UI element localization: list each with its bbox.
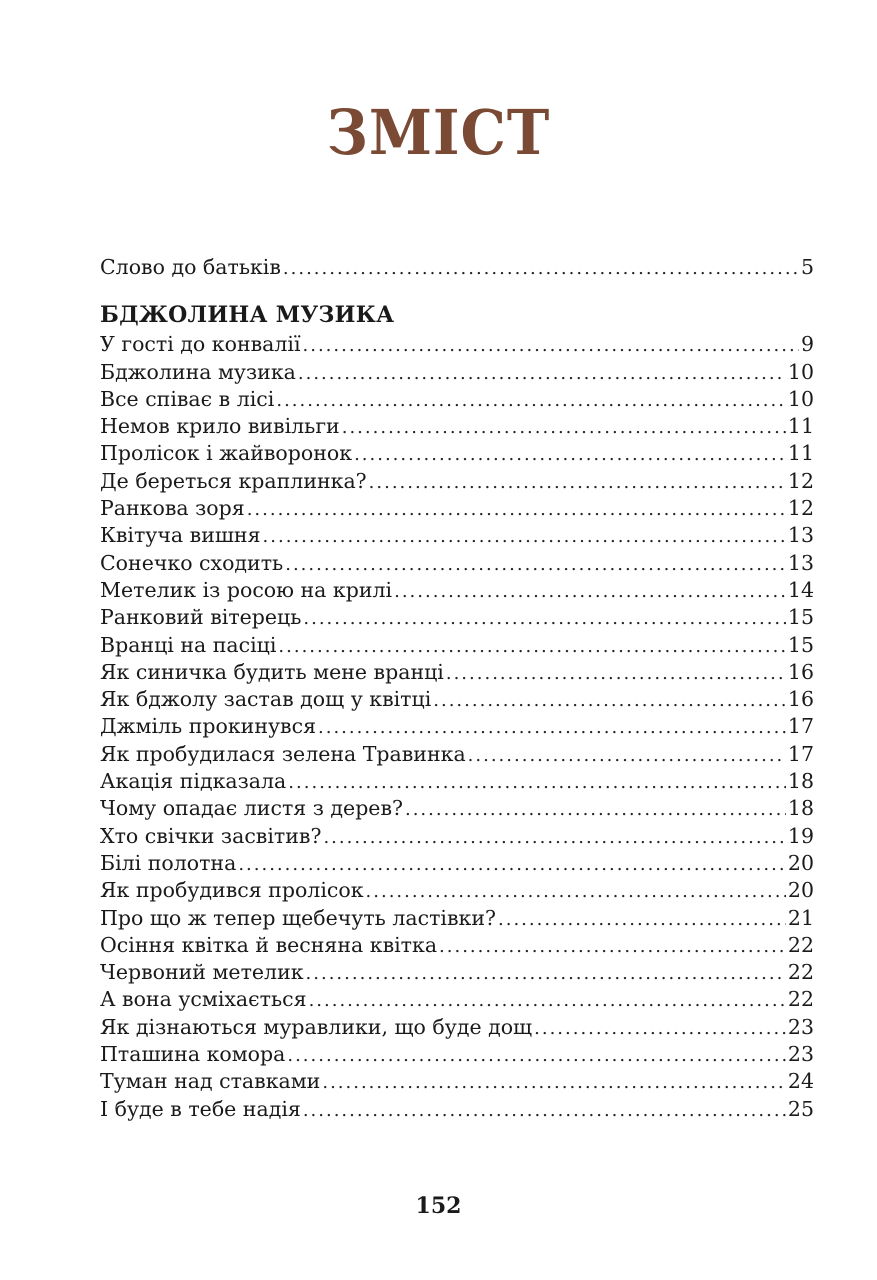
toc-entry-page: 10 — [787, 359, 814, 384]
toc-entry-page: 17 — [787, 714, 814, 739]
toc-entry[interactable] — [100, 660, 814, 687]
toc-entry-intro[interactable] — [100, 255, 814, 282]
toc-entry-label: Як синичка будить мене вранці — [100, 659, 444, 684]
dot-leader — [498, 909, 786, 930]
toc-entry-page: 5 — [800, 255, 814, 279]
dot-leader — [433, 690, 786, 711]
toc-entry-label: Джміль прокинувся — [100, 714, 317, 739]
toc-entry[interactable] — [100, 1069, 814, 1096]
toc-entry-label: Пролісок і жайворонок — [100, 441, 353, 466]
toc-entry-label: І буде в тебе надія — [100, 1096, 301, 1121]
toc-entry-page: 21 — [787, 905, 814, 930]
toc-entry-page: 13 — [787, 523, 814, 548]
dot-leader — [318, 717, 786, 738]
toc-entry[interactable] — [100, 960, 814, 987]
dot-leader — [446, 663, 786, 684]
toc-entry-label: Осіння квітка й весняна квітка — [100, 932, 438, 957]
toc-entry[interactable] — [100, 906, 814, 933]
toc-entry-page: 22 — [787, 932, 814, 957]
toc-entry-label: Як бджолу застав дощ у квітці — [100, 687, 432, 712]
toc-entry-label: Бджолина музика — [100, 359, 296, 384]
toc-entry[interactable] — [100, 551, 814, 578]
toc-entry-label: Білі полотна — [100, 850, 237, 875]
dot-leader — [276, 390, 786, 411]
dot-leader — [247, 499, 786, 520]
toc-entry-page: 12 — [787, 496, 814, 521]
toc-entry-label: Ранковий вітерець — [100, 605, 302, 630]
toc-entry-page: 12 — [787, 468, 814, 493]
toc-entry[interactable] — [100, 633, 814, 660]
dot-leader — [278, 636, 786, 657]
dot-leader — [439, 936, 786, 957]
toc-entry-page: 13 — [787, 550, 814, 575]
toc-entry-label: Все співає в лісі — [100, 386, 275, 411]
toc-entry-page: 22 — [787, 960, 814, 985]
toc-entry[interactable] — [100, 496, 814, 523]
toc-entry-label: Сонечко сходить — [100, 550, 284, 575]
dot-leader — [322, 1072, 786, 1093]
toc-entry-page: 23 — [787, 1014, 814, 1039]
toc-entry[interactable] — [100, 714, 814, 741]
dot-leader — [342, 417, 786, 438]
toc-entry-label: Вранці на пасіці — [100, 632, 277, 657]
dot-leader — [468, 745, 786, 766]
toc-entry[interactable] — [100, 1097, 814, 1124]
toc-entry-page: 9 — [800, 332, 814, 357]
toc-entry-label: Ранкова зоря — [100, 496, 245, 521]
toc-entry-label: Червоний метелик — [100, 960, 304, 985]
toc-entry[interactable] — [100, 742, 814, 769]
toc-entry[interactable] — [100, 851, 814, 878]
toc-entry-label: Туман над ставками — [100, 1069, 321, 1094]
toc-entry-label: Слово до батьків — [100, 255, 281, 279]
toc-entry-page: 25 — [787, 1096, 814, 1121]
dot-leader — [534, 1018, 786, 1039]
dot-leader — [303, 1100, 786, 1121]
toc-entry-page: 11 — [787, 441, 814, 466]
toc-entry[interactable] — [100, 878, 814, 905]
toc-entry-list — [100, 332, 814, 1124]
dot-leader — [405, 799, 786, 820]
toc-entry[interactable] — [100, 523, 814, 550]
dot-leader — [298, 363, 786, 384]
dot-leader — [283, 258, 799, 279]
dot-leader — [323, 827, 785, 848]
dot-leader — [263, 526, 786, 547]
toc-entry-page: 16 — [787, 659, 814, 684]
dot-leader — [366, 881, 786, 902]
toc-entry-page: 10 — [787, 386, 814, 411]
dot-leader — [303, 608, 786, 629]
dot-leader — [369, 472, 786, 493]
section-heading: БДЖОЛИНА МУЗИКА — [100, 302, 395, 329]
toc-entry-page: 14 — [787, 577, 814, 602]
page-number: 152 — [415, 1193, 462, 1219]
toc-entry-page: 20 — [787, 850, 814, 875]
dot-leader — [394, 581, 786, 602]
toc-entry[interactable] — [100, 441, 814, 468]
dot-leader — [238, 854, 786, 875]
toc-entry-label: А вона усміхається — [100, 987, 307, 1012]
dot-leader — [285, 554, 786, 575]
dot-leader — [306, 963, 786, 984]
toc-entry[interactable] — [100, 469, 814, 496]
toc-entry-label: Де береться краплинка? — [100, 468, 367, 493]
toc-entry-label: Немов крило вивільги — [100, 414, 340, 439]
toc-entry-page: 20 — [787, 878, 814, 903]
dot-leader — [287, 1045, 786, 1066]
toc-entry-page: 15 — [787, 632, 814, 657]
toc-entry[interactable] — [100, 687, 814, 714]
table-of-contents — [100, 255, 814, 1124]
toc-entry-label: Як дізнаються муравлики, що буде дощ — [100, 1014, 533, 1039]
toc-entry-label: Метелик із росою на крилі — [100, 577, 393, 602]
toc-entry-label: Пташина комора — [100, 1042, 286, 1067]
toc-entry[interactable] — [100, 1042, 814, 1069]
toc-entry-label: Як пробудився пролісок — [100, 878, 364, 903]
toc-entry-page: 19 — [787, 823, 814, 848]
toc-entry[interactable] — [100, 578, 814, 605]
dot-leader — [309, 990, 786, 1011]
toc-entry-page: 16 — [787, 687, 814, 712]
toc-entry-page: 24 — [787, 1069, 814, 1094]
dot-leader — [303, 335, 799, 356]
toc-entry-page: 22 — [787, 987, 814, 1012]
toc-entry[interactable] — [100, 414, 814, 441]
toc-entry-label: Акація підказала — [100, 769, 287, 794]
toc-entry-label: Чому опадає листя з дерев? — [100, 796, 403, 821]
toc-entry-label: Про що ж тепер щебечуть ластівки? — [100, 905, 496, 930]
toc-entry[interactable] — [100, 332, 814, 359]
toc-entry-page: 11 — [787, 414, 814, 439]
toc-entry[interactable] — [100, 987, 814, 1014]
toc-entry[interactable] — [100, 360, 814, 387]
toc-entry[interactable] — [100, 933, 814, 960]
dot-leader — [354, 444, 786, 465]
toc-entry[interactable] — [100, 1015, 814, 1042]
toc-entry-page: 15 — [787, 605, 814, 630]
toc-entry-page: 17 — [787, 741, 814, 766]
dot-leader — [288, 772, 786, 793]
toc-entry[interactable] — [100, 796, 814, 823]
page-title: ЗМІСТ — [326, 96, 551, 169]
toc-entry-page: 18 — [787, 769, 814, 794]
toc-entry[interactable] — [100, 605, 814, 632]
toc-entry-label: Хто свічки засвітив? — [100, 823, 322, 848]
toc-entry-page: 18 — [787, 796, 814, 821]
toc-entry[interactable] — [100, 769, 814, 796]
toc-entry[interactable] — [100, 387, 814, 414]
toc-entry[interactable] — [100, 824, 814, 851]
toc-entry-page: 23 — [787, 1042, 814, 1067]
toc-entry-label: Квітуча вишня — [100, 523, 261, 548]
toc-entry-label: Як пробудилася зелена Травинка — [100, 741, 466, 766]
toc-entry-label: У гості до конвалії — [100, 332, 301, 357]
